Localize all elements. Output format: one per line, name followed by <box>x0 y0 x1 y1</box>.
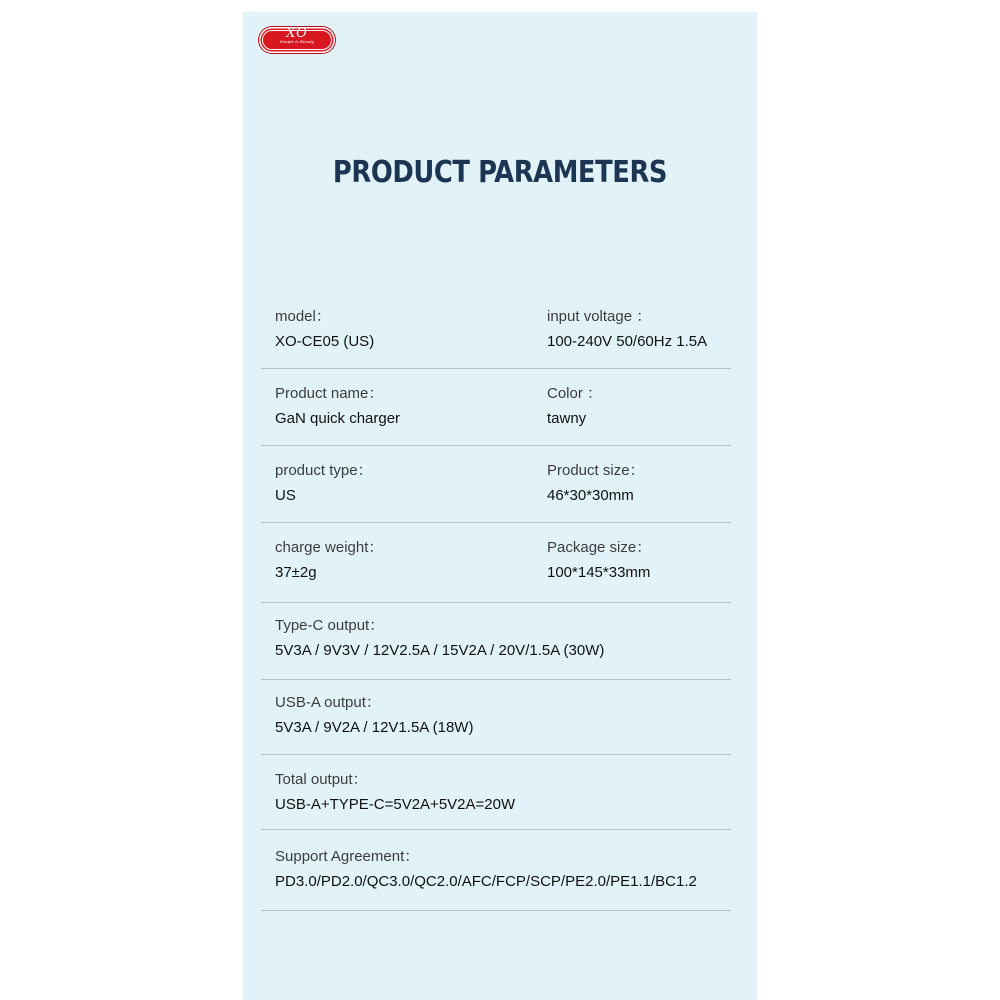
product-name-label: Product name： <box>275 385 384 402</box>
page-title: PRODUCT PARAMETERS <box>332 155 668 190</box>
spec-row-usb-a-output <box>261 694 731 755</box>
usb-a-output-label: USB-A output： <box>275 694 381 711</box>
product-size-value: 46*30*30mm <box>547 487 634 504</box>
charge-weight-label: charge weight： <box>275 539 384 556</box>
spec-row-model <box>261 308 731 369</box>
spec-row-support-agreement <box>261 848 731 911</box>
spec-row-total-output <box>261 771 731 830</box>
type-c-output-label: Type-C output： <box>275 617 385 634</box>
type-c-output-value: 5V3A / 9V3V / 12V2.5A / 15V2A / 20V/1.5A (30W) <box>275 642 605 659</box>
package-size-label: Package size： <box>547 539 652 556</box>
model-label: model： <box>275 308 331 325</box>
total-output-value: USB-A+TYPE-C=5V2A+5V2A=20W <box>275 796 516 813</box>
charge-weight-value: 37±2g <box>275 564 317 581</box>
logo-mark: XO <box>286 26 308 41</box>
color-value: tawny <box>547 410 587 427</box>
spec-row-product-type <box>261 462 731 523</box>
total-output-label: Total output： <box>275 771 368 788</box>
support-agreement-value: PD3.0/PD2.0/QC3.0/QC2.0/AFC/FCP/SCP/PE2.0/PE1.1/BC1.2 <box>275 873 697 890</box>
logo-tagline: Simple Is Beauty <box>279 39 315 44</box>
input-voltage-label: input voltage ： <box>547 308 652 325</box>
product-parameters-card <box>243 12 757 1000</box>
spec-row-product-name <box>261 385 731 446</box>
input-voltage-value: 100-240V 50/60Hz 1.5A <box>547 333 708 350</box>
spec-row-type-c-output <box>261 617 731 680</box>
model-value: XO-CE05 (US) <box>275 333 375 350</box>
product-type-label: product type： <box>275 462 373 479</box>
color-label: Color ： <box>547 385 603 402</box>
xo-logo <box>259 27 335 53</box>
product-name-value: GaN quick charger <box>275 410 401 427</box>
product-type-value: US <box>275 487 296 504</box>
support-agreement-label: Support Agreement： <box>275 848 420 865</box>
usb-a-output-value: 5V3A / 9V2A / 12V1.5A (18W) <box>275 719 474 736</box>
spec-row-charge-weight <box>261 539 731 603</box>
package-size-value: 100*145*33mm <box>547 564 651 581</box>
product-size-label: Product size： <box>547 462 645 479</box>
